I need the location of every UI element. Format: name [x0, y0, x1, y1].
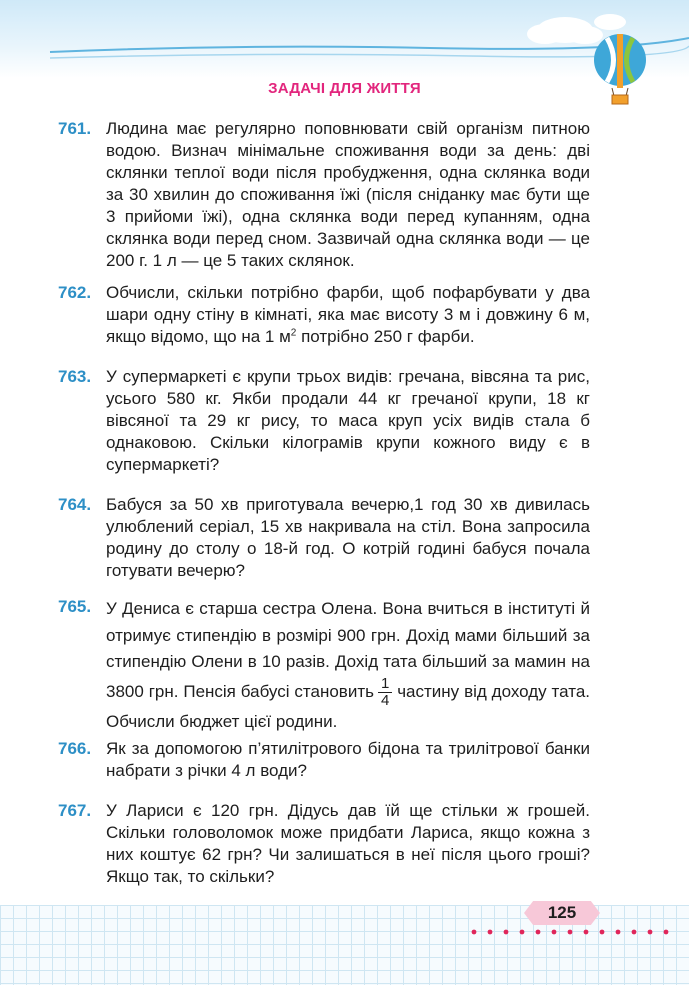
task-text: У Лариси є 120 грн. Дідусь дав їй ще стільки ж грошей. Скільки головоломок може придбати Лариса, якщо кожна з них коштує 62 грн? Чи залишаться в неї після цього гроші? Якщо так, то скільки?: [106, 801, 590, 886]
task-761: [58, 118, 590, 272]
task-text: Бабуся за 50 хв приготувала вечерю,1 год 30 хв дивилась улюблений серіал, 15 хв накривала на стіл. Вона запросила родину до столу о 18-й год. О котрій годині бабуся почала готувати вечерю?: [106, 495, 590, 580]
dotted-line-decoration: [470, 927, 670, 937]
task-text: [106, 282, 590, 348]
task-text-part: частину від доходу тата. Обчисли бюджет цієї родини.: [106, 681, 590, 731]
task-767: [58, 800, 590, 888]
fraction: [378, 676, 392, 709]
task-764: [58, 494, 590, 582]
task-text: Людина має регулярно поповнювати свій організм питною водою. Визнач мінімальне споживання води за день: дві склянки теплої води після пробудження, одна склянка води за 30 хвилин до споживання їжі (після сніданку має бути ще 3 прийоми їжі), одна склянка води перед купанням, одна склянка води перед сном. Зазвичай одна склянка води — це 200 г. 1 л — це 5 таких склянок.: [106, 119, 590, 270]
task-number: 766.: [58, 739, 92, 758]
task-text-part: У Дениса є старша сестра Олена. Вона вчиться в інституті й отримує стипендію в розмірі 900 грн. Дохід мами більший за стипендію Олени в 10 разів. Дохід тата більший за мамин на 3800 грн. Пенсія бабусі становить: [106, 599, 590, 701]
task-number: 765.: [58, 597, 92, 616]
section-heading: ЗАДАЧІ ДЛЯ ЖИТТЯ: [268, 80, 421, 97]
task-text: [106, 596, 590, 735]
page-number: 125: [547, 903, 577, 922]
task-number: 764.: [58, 495, 92, 514]
task-number: 767.: [58, 801, 92, 820]
task-765: [58, 596, 590, 735]
task-763: [58, 366, 590, 476]
task-762: [58, 282, 590, 348]
fraction-numerator: 1: [378, 676, 392, 693]
task-text-part: потрібно 250 г фарби.: [296, 327, 475, 346]
task-number: 762.: [58, 283, 92, 302]
task-number: 761.: [58, 119, 92, 138]
superscript: 2: [290, 327, 297, 339]
task-text: Як за допомогою п’ятилітрового бідона та трилітрової банки набрати з річки 4 л води?: [106, 739, 590, 780]
task-number: 763.: [58, 367, 92, 386]
fraction-denominator: 4: [380, 691, 390, 709]
task-766: [58, 738, 590, 782]
task-text: У супермаркеті є крупи трьох видів: гречана, вівсяна та рис, усього 580 кг. Якби продали 44 кг гречаної крупи, 18 кг вівсяної та 29 кг рису, то маса круп усіх видів стала б однаковою. Скільки кілограмів крупи кожного виду є в супермаркеті?: [106, 367, 590, 474]
task-text-part: Обчисли, скільки потрібно фарби, щоб пофарбувати у два шари одну стіну в кімнаті, яка має висоту 3 м і довжину 6 м, якщо відомо, що на 1 м: [106, 283, 590, 346]
